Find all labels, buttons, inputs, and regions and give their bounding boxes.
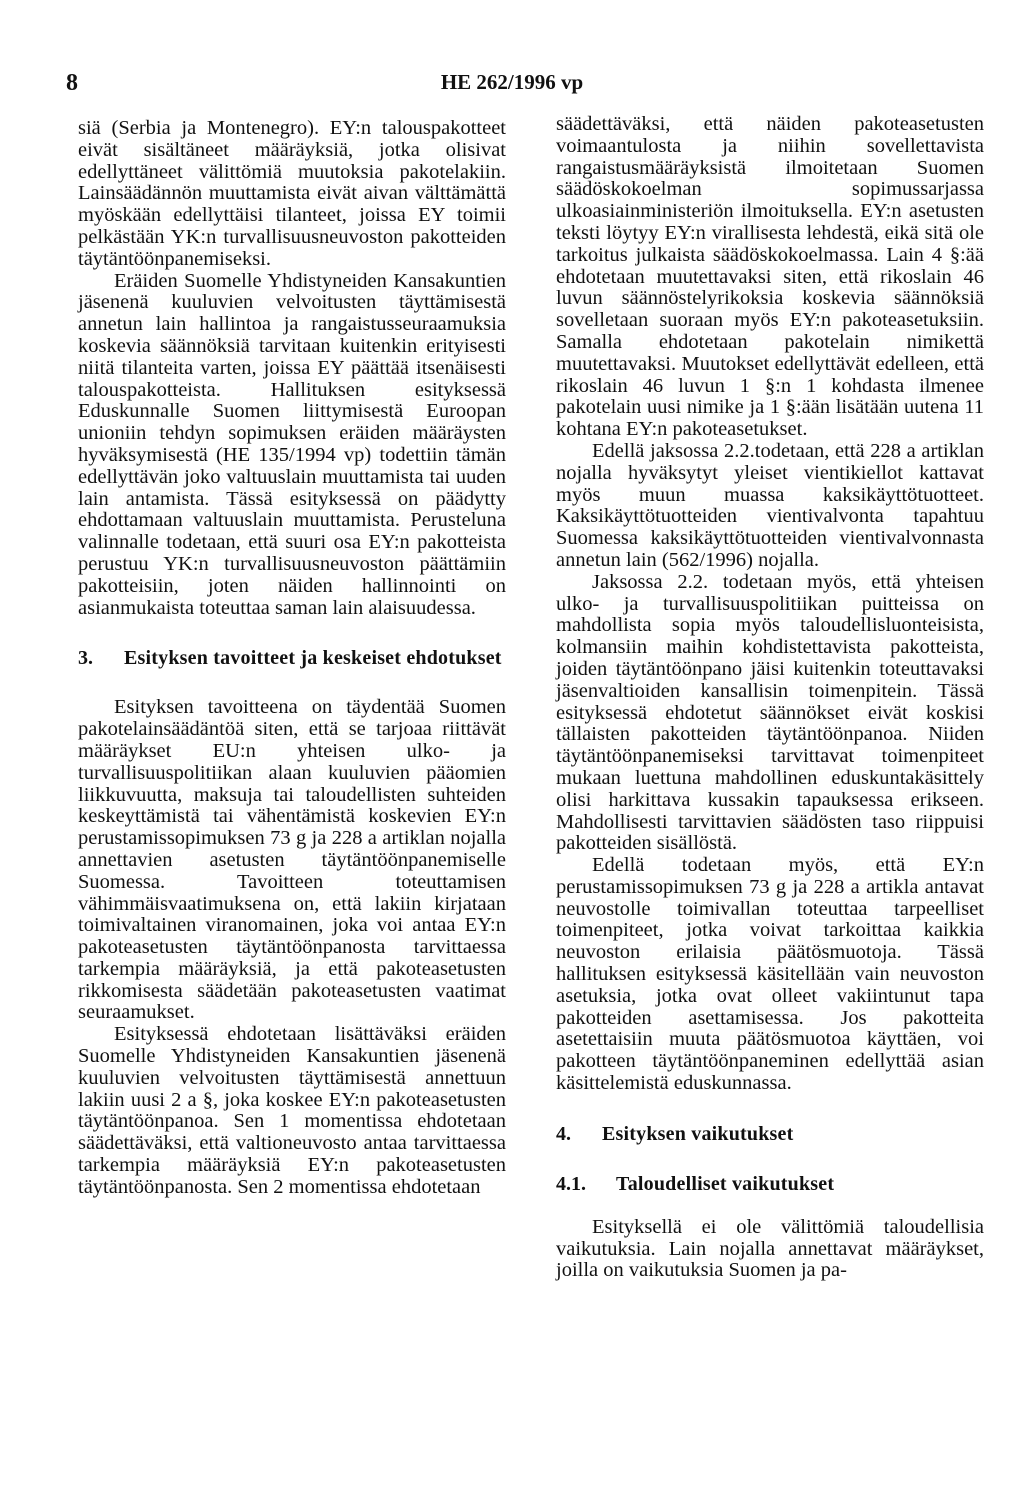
paragraph: Esityksen tavoitteena on täydentää Suomen pakotelainsäädäntöä siten, että se tarjoaa riittävät määräykset EU:n yhteisen ulko- ja turvallisuuspolitiikan alaan kuuluvien pääomien liikkuvuutta, maksuja tai taloudellisten suhteiden keskeyttämistä tai vähentämistä koskevien EY:n perustamissopimuksen 73 g ja 228 a artiklan nojalla annettavien asetusten täytäntöönpanemiselle Suomessa. Tavoitteen toteuttamisen vähimmäisvaatimuksena on, että lakiin kirjataan toimivaltainen viranomainen, joka voi antaa EY:n pakoteasetusten täytäntöönpanosta tarvittaessa tarkempia määräyksiä, ja että pakoteasetusten rikkomisesta säädetään pakoteasetusten vaatimat seuraamukset. (78, 696, 506, 1024)
paragraph: Edellä todetaan myös, että EY:n perustamissopimuksen 73 g ja 228 a artikla antavat neuvostolle toimivallan toteuttaa tarpeelliset toimenpiteet, jotka voivat tarkoittaa kaikkia neuvoston erilaisia päätösmuotoja. Tässä hallituksen esityksessä käsitellään vain neuvoston asetuksia, jotka ovat olleet vakiintunut tapa pakotteiden asettamisessa. Jos pakotteita asetettaisiin muuta päätösmuotoa käyttäen, voi pakotteen täytäntöönpaneminen edellyttää asian käsittelemistä eduskunnassa. (556, 854, 984, 1095)
section-title: Esityksen tavoitteet ja keskeiset ehdotukset (124, 647, 502, 670)
paragraph: Eräiden Suomelle Yhdistyneiden Kansakuntien jäsenenä kuuluvien velvoitusten täyttämisestä annetun lain hallintoa ja rangaistusseuraamuksia koskevia säännöksiä tarvitaan kuitenkin erityisesti niitä tilanteita varten, joissa EY päättää itsenäisesti talouspakotteista. Hallituksen esityksessä Eduskunnalle Suomen liittymisestä Euroopan unioniin tehdyn sopimuksen eräiden määräysten hyväksymisestä (HE 135/1994 vp) todettiin tämän edellyttävän joko valtuuslain muuttamista tai uuden lain antamista. Tässä esityksessä on päädytty ehdottamaan valtuuslain muuttamista. Perusteluna valinnalle todetaan, että suuri osa EY:n pakotteista perustuu YK:n turvallisuusneuvoston päättämiin pakotteisiin, joten näiden hallinnointi on asianmukaista toteuttaa saman lain alaisuudessa. (78, 269, 506, 619)
left-column (78, 118, 506, 1199)
page-number: 8 (66, 70, 78, 96)
section-heading-4 (556, 1123, 984, 1145)
paragraph: Edellä jaksossa 2.2.todetaan, että 228 a artiklan nojalla hyväksytyt yleiset vientikiellot kattavat myös muun muassa kaksikäyttötuotteet. Kaksikäyttötuotteiden vientivalvonta tapahtuu Suomessa kaksikäyttötuotteiden vientivalvonnasta annetun lain (562/1996) nojalla. (556, 439, 984, 571)
section-number: 3. (78, 647, 93, 670)
right-column (556, 114, 984, 1282)
section-heading-3 (78, 647, 506, 669)
document-id: HE 262/1996 vp (440, 70, 584, 94)
paragraph: Esityksessä ehdotetaan lisättäväksi eräiden Suomelle Yhdistyneiden Kansakuntien jäsenenä kuuluvien velvoitusten täyttämisestä annettuun lakiin uusi 2 a §, joka koskee EY:n pakoteasetusten täytäntöönpanoa. Sen 1 momentissa ehdotetaan säädettäväksi, että valtioneuvosto antaa tarvittaessa tarkempia määräyksiä EY:n pakoteasetusten täytäntöönpanosta. Sen 2 momentissa ehdotetaan (78, 1023, 506, 1198)
paragraph: säädettäväksi, että näiden pakoteasetusten voimaantulosta ja niihin sovellettavista rangaistusmääräyksistä ilmoitetaan Suomen säädöskokoelman sopimussarjassa ulkoasiainministeriön ilmoituksella. EY:n asetusten teksti löytyy EY:n virallisesta lehdestä, eikä sitä ole tarkoitus julkaista säädöskokoelmassa. Lain 4 §:ää ehdotetaan muutettavaksi siten, että rikoslain 46 luvun säännöstelyrikoksia koskevia säännöksiä sovelletaan suoraan myös EY:n pakoteasetuksiin. Samalla ehdotetaan pakotelain nimikettä muutettavaksi. Muutokset edellyttävät edelleen, että rikoslain 46 luvun 1 §:n 1 kohdasta ilmenee pakotelain uusi nimike ja 1 §:ään lisätään uutena 11 kohtana EY:n pakoteasetukset. (556, 113, 984, 441)
paragraph: siä (Serbia ja Montenegro). EY:n talouspakotteet eivät sisältäneet määräyksiä, jotka olisivat edellyttäneet välittömiä muutoksia pakotelakiin. Lainsäädännön muuttamista eivät aivan välttämättä myöskään edellyttäisi tilanteet, joissa EY toimii pelkästään YK:n turvallisuusneuvoston pakotteiden täytäntöönpanemiseksi. (78, 117, 506, 270)
section-title: Taloudelliset vaikutukset (616, 1172, 835, 1195)
section-number: 4. (556, 1122, 571, 1145)
paragraph: Esityksellä ei ole välittömiä taloudellisia vaikutuksia. Lain nojalla annettavat määräykset, joilla on vaikutuksia Suomen ja pa- (556, 1215, 984, 1282)
section-title: Esityksen vaikutukset (602, 1122, 794, 1145)
section-heading-4-1 (556, 1173, 984, 1195)
section-number: 4.1. (556, 1172, 586, 1195)
paragraph: Jaksossa 2.2. todetaan myös, että yhteisen ulko- ja turvallisuuspolitiikan puitteissa on mahdollista sopia myös taloudellisluonteisista, kolmansiin maihin kohdistettavista pakotteista, joiden täytäntöönpano jäisi kuitenkin toteuttavaksi jäsenvaltioiden kansallisin toimenpitein. Tässä esityksessä ehdotetut säännökset eivät koskisi tällaisten pakotteiden täytäntöönpanoa. Niiden täytäntöönpanemiseksi tarvittavat toimenpiteet mukaan luettuna mahdollinen eduskuntakäsittely olisi harkittava kussakin tapauksessa erikseen. Mahdollisesti tarvittavien säädösten taso riippuisi pakotteiden sisällöstä. (556, 570, 984, 855)
